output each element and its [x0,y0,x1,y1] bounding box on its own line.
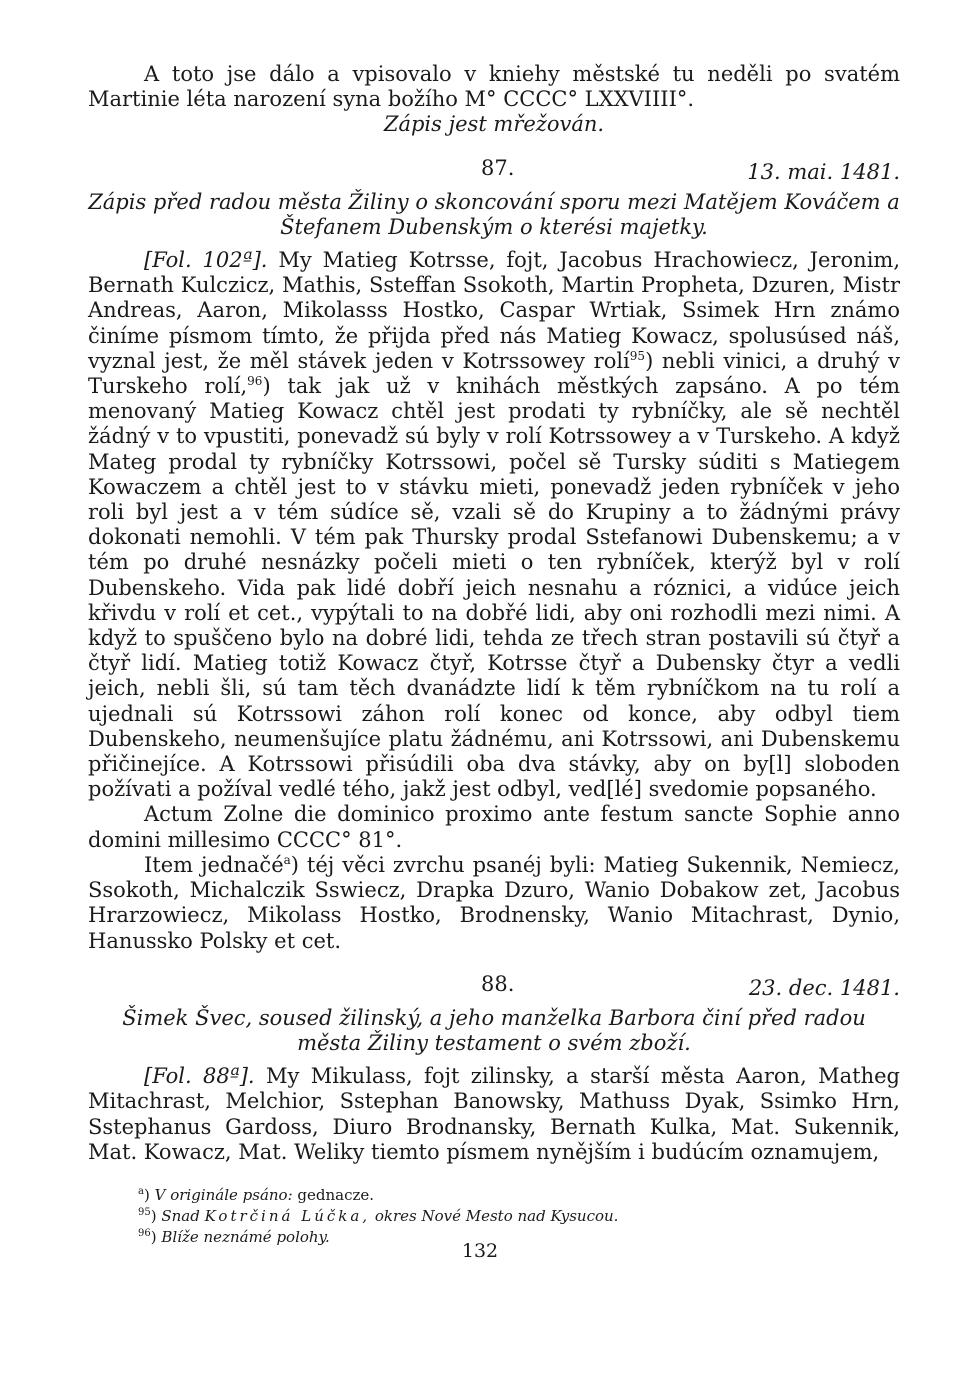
footnote: $^a$) V originále psáno: gednacze. [138,1185,375,1204]
folio-reference: [Fol. 88ª]. [144,1064,255,1089]
entry-number: 87. [481,155,515,180]
footnote-lead: Snad [161,1206,200,1225]
footnote-spaced-text: Kotrčiná Lúčka, [204,1206,371,1225]
footnote-ref: a [283,852,291,867]
paragraph-text: ) nebli vinici, a druhý v Turskeho rolí, [88,348,901,399]
footnotes [88,1185,900,1248]
paragraph-text: Item jednačé [144,852,284,877]
actum-paragraph: Actum Zolne die dominico proximo ante festum sancte Sophie anno domini millesimo CCCC° 81°. [88,802,900,852]
footnote-ref: 96 [247,374,263,389]
entry-title: Šimek Švec, soused žilinský, a jeho manželka Barbora činí před radou města Žiliny testament o svém zboží. [122,1005,866,1055]
paragraph-text: My Matieg Kotrsse, fojt, Jacobus Hrachowiecz, Jeronim, Bernath Kulczicz, Mathis, Ssteffan Ssokoth, Martin Propheta, Dzuren, Mistr Andreas, Aaron, Mikolasss Hostko, Caspar Wrtiak, Ssimek Hrn známo činíme písmom tímto, že přijda před nás Matieg Kowacz, spolusúsed náš, vyznal jest, že měl stávek jeden v Kotrssowey rolí [88,248,900,373]
entry-header-88 [88,968,900,1002]
footnote-text: gednacze. [292,1185,375,1204]
footnote-mark: 96 [138,1227,151,1239]
footnote-mark: a [138,1185,144,1197]
footnote-lead: Blíže neznámé polohy. [161,1227,330,1246]
page-body [88,62,900,1248]
paragraph-text: My Mikulass, fojt zilinsky, a starší města Aaron, Matheg Mitachrast, Melchior, Sstephan Banowsky, Mathuss Dyak, Ssimko Hrn, Sstephanus Gardoss, Diuro Brodnansky, Bernath Kulka, Mat. Sukennik, Mat. Kowacz, Mat. Weliky tiemto písmem nynějším i budúcím oznamujem, [88,1064,900,1164]
entry-date: 13. mai. 1481. [747,159,900,184]
intro-paragraph: A toto jse dálo a vpisovalo v kniehy městské tu neděli po svatém Martinie léta narození syna božího M° CCCC° LXXVIIII°. [88,62,900,112]
item-paragraph [88,853,900,954]
footnote: $^{96}$) Blíže neznámé polohy. [138,1227,330,1246]
paragraph-text: ) téj věci zvrchu psanéj byli: Matieg Sukennik, Nemiecz, Ssokoth, Michalczik Sswiecz, Drapka Dzuro, Wanio Dobakow zet, Jacobus Hrarzowiecz, Mikolass Hostko, Brodnensky, Wanio Mitachrast, Dynio, Hanussko Polsky et cet. [88,852,900,953]
entry-87-paragraph [88,248,900,802]
entry-number: 88. [481,971,515,996]
entry-88-paragraph [88,1064,900,1165]
intro-note: Zápis jest mřežován. [383,112,605,137]
footnote-text: okres Nové Mesto nad Kysucou. [374,1206,619,1225]
entry-header-87 [88,152,900,186]
paragraph-text: ) tak jak už v knihách městkých zapsáno. A po tém menovaný Matieg Kowacz chtěl jest prodati ty rybníčky, ale sě nechtěl žádný v to vpustiti, ponevadž sú byly v rolí Kotrssowey a v Turskeho. A když Mateg prodal ty rybníčky Kotrssowi, počel sě Tursky súditi s Matiegem Kowaczem a chtěl jest to v stávku mieti, ponevadž jeden rybníček v jeho roli byl jest a v tém súdíce sě, vzali sě do Krupiny a to žádnými právy dokonati nemohli. V tém pak Thursky prodal Sstefanowi Dubenskemu; a v tém po druhé nesnázky počeli mieti o ten rybníček, kterýž byl v rolí Dubenskeho. Vida pak lidé dobří jeich nesnahu a róznici, a vidúce jeich křivdu v rolí et cet., vypýtali to na dobřé lidi, aby oni rozhodli mezi nimi. A když to spuščeno bylo na dobré lidi, tehda ze třech stran postavili sú čtyř a čtyř lidí. Matieg totiž Kowacz čtyř, Kotrsse čtyř a Dubensky čtyr a vedli jeich, nebli šli, sú tam těch dvanádzte lidí k těm rybníčkom na tu rolí a ujednali sú Kotrssowi záhon rolí konec od konce, aby odbyl tiem Dubenskeho, neumenšujíce platu žádnému, ani Kotrssowi, ani Dubenskemu přičinejíce. A Kotrssowi přisúdili oba dva stávky, aby on by[l] sloboden požívati a požíval vedlé tého, jakž jest odbyl, ved[lé] svedomie popsaného. [88,374,900,802]
footnote: $^{95}$) Snad Kotrčiná Lúčka, okres Nové Mesto nad Kysucou. [138,1206,619,1225]
page-number: 132 [461,1240,499,1262]
folio-reference: [Fol. 102ª]. [144,248,268,273]
footnote-ref: 95 [629,348,646,363]
entry-title: Zápis před radou města Žiliny o skoncování sporu mezi Matějem Kováčem a Štefanem Dubenským o kterési majetky. [88,189,900,239]
footnote-lead: V originále psáno: [154,1185,293,1204]
footnote-mark: 95 [138,1206,151,1218]
entry-date: 23. dec. 1481. [748,975,900,1000]
